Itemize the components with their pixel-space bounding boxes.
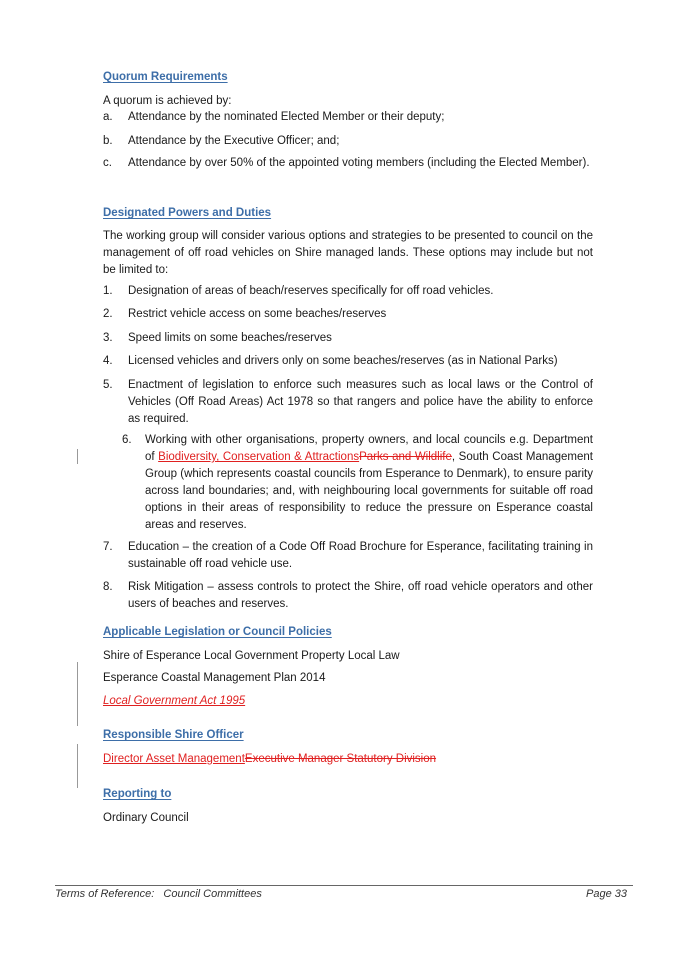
inserted-text: Director Asset Management: [103, 753, 245, 765]
reporting-text: Ordinary Council: [103, 812, 189, 824]
powers-heading: Designated Powers and Duties: [103, 207, 272, 219]
revision-bar: [77, 449, 78, 464]
officer-text: [103, 751, 436, 768]
quorum-item-a: Attendance by the nominated Elected Member or their deputy;: [128, 111, 445, 123]
powers-item-7-marker: 7.: [103, 541, 113, 553]
powers-item-8-marker: 8.: [103, 581, 113, 593]
powers-item-3-marker: 3.: [103, 332, 113, 344]
deleted-text: Parks and Wildlife: [359, 451, 452, 463]
legislation-item: Shire of Esperance Local Government Property Local Law: [103, 650, 400, 662]
powers-item-4: Licensed vehicles and drivers only on some beaches/reserves (as in National Parks): [128, 355, 558, 367]
powers-item-6-marker: 6.: [122, 434, 132, 446]
quorum-item-c: Attendance by over 50% of the appointed voting members (including the Elected Member).: [128, 157, 590, 169]
revision-bar: [77, 662, 78, 726]
powers-item-5: Enactment of legislation to enforce such measures such as local laws or the Control of Vehicles (Off Road Areas) Act 1978 so that rangers and police have the ability to enforce as required.: [128, 379, 593, 425]
legislation-inserted-item: Local Government Act 1995: [103, 695, 246, 707]
quorum-item-b-marker: b.: [103, 135, 113, 147]
powers-item-4-marker: 4.: [103, 355, 113, 367]
powers-item-1: Designation of areas of beach/reserves specifically for off road vehicles.: [128, 285, 494, 297]
powers-item-8: Risk Mitigation – assess controls to protect the Shire, off road vehicle operators and other users of beaches and reserves.: [128, 581, 593, 610]
deleted-text: Executive Manager Statutory Division: [244, 753, 437, 765]
footer-left: Terms of Reference: Council Committees: [55, 888, 262, 900]
powers-item-2-marker: 2.: [103, 308, 113, 320]
powers-item-7: Education – the creation of a Code Off Road Brochure for Esperance, facilitating training in sustainable off road vehicle use.: [128, 541, 593, 570]
quorum-heading: Quorum Requirements: [103, 71, 228, 83]
quorum-item-b: Attendance by the Executive Officer; and;: [128, 135, 340, 147]
revision-bar: [77, 744, 78, 788]
reporting-heading: Reporting to: [103, 788, 172, 800]
quorum-item-a-marker: a.: [103, 111, 113, 123]
powers-item-5-marker: 5.: [103, 379, 113, 391]
powers-item-2: Restrict vehicle access on some beaches/reserves: [128, 308, 387, 320]
powers-item-3: Speed limits on some beaches/reserves: [128, 332, 332, 344]
officer-heading: Responsible Shire Officer: [103, 729, 244, 741]
inserted-text: Biodiversity, Conservation & Attractions: [158, 451, 360, 463]
quorum-item-c-marker: c.: [103, 157, 112, 169]
legislation-heading: Applicable Legislation or Council Policies: [103, 626, 332, 638]
quorum-intro: A quorum is achieved by:: [103, 95, 232, 107]
powers-intro: The working group will consider various options and strategies to be presented to council on the management of off road vehicles on Shire managed lands. These options may include but not be limited to:: [103, 230, 593, 276]
powers-item-6: Working with other organisations, property owners, and local councils e.g. Department of Biodiversity, Conservation & AttractionsParks and Wildlife, South Coast Management Group (which represents coastal councils from Esperance to Denmark), to ensure parity across land boundaries; and, with neighbouring local governments for suitable off road options in their areas of responsibility to reduce the pressure on Esperance coastal areas and reserves.: [145, 434, 593, 531]
legislation-item: Esperance Coastal Management Plan 2014: [103, 672, 326, 684]
powers-item-1-marker: 1.: [103, 285, 113, 297]
footer-divider: [55, 885, 633, 886]
page-number: Page 33: [586, 888, 627, 900]
